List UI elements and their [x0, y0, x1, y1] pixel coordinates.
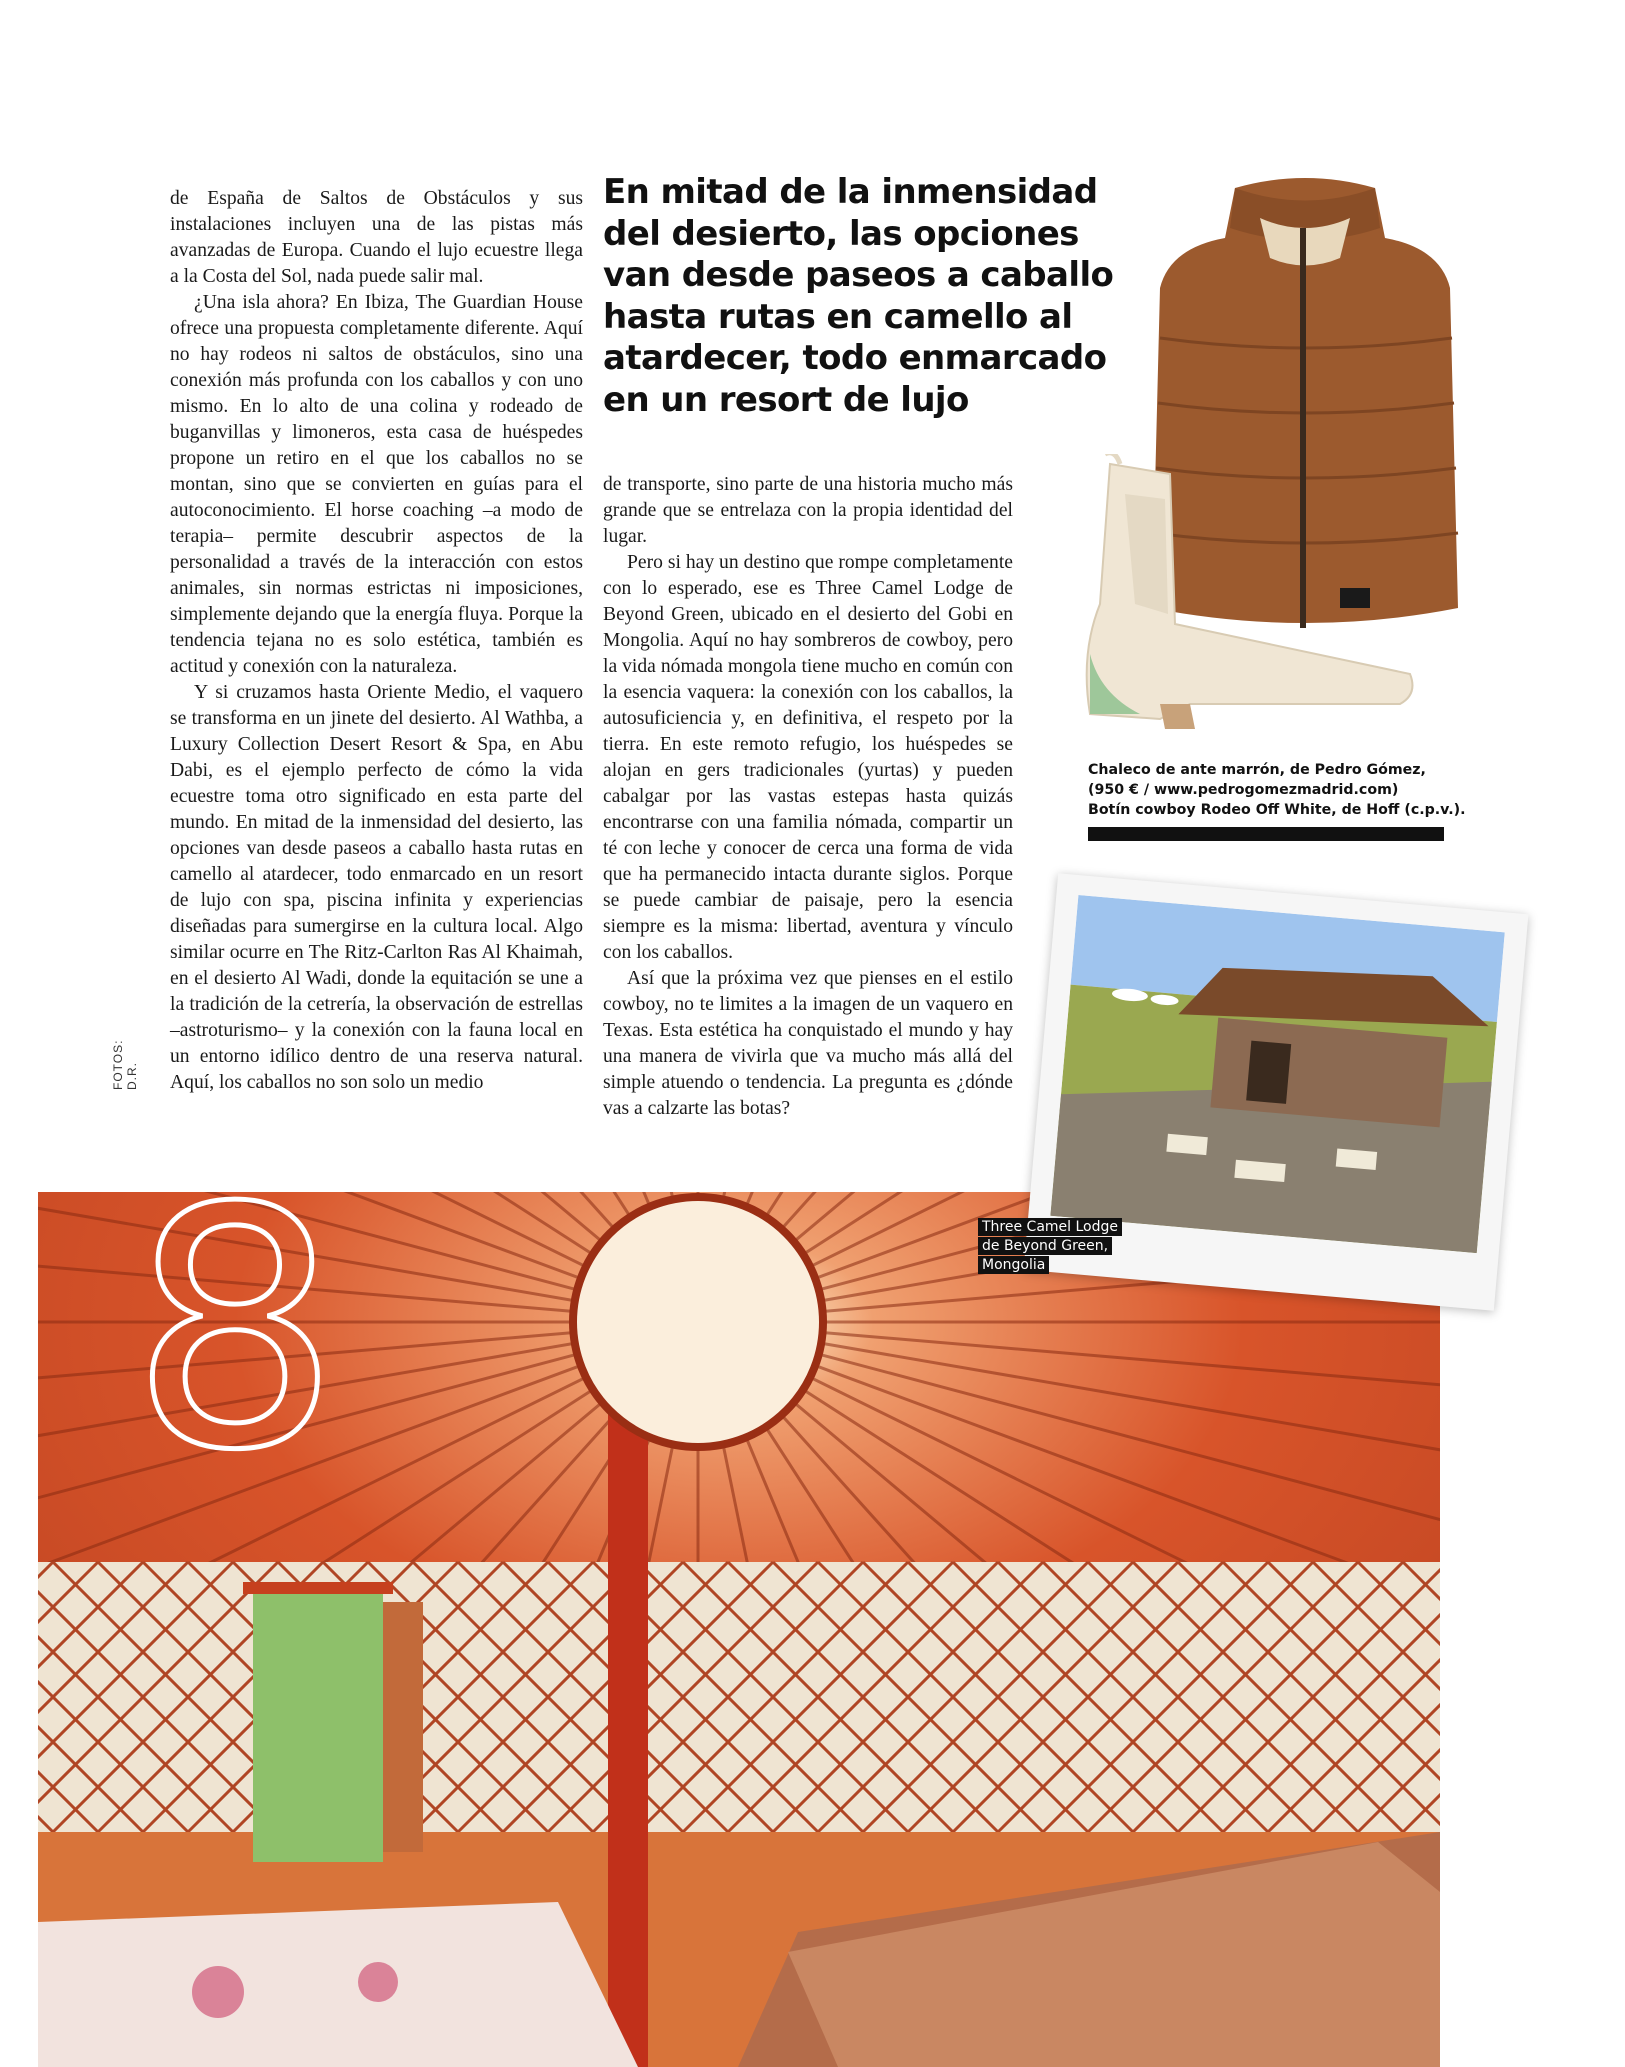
article-column-2: [603, 472, 1013, 1122]
photo-credit: FOTOS: D.R.: [111, 1039, 139, 1090]
boot-image: [1080, 454, 1420, 734]
product-caption: [1088, 760, 1468, 820]
paragraph: Así que la próxima vez que pienses en el estilo cowboy, no te limites a la imagen de un vaquero en Texas. Esta estética ha conquistado el mundo y hay una manera de vivirla que va mucho más allá del simple atuendo o tendencia. La pregunta es ¿dónde vas a calzarte las botas?: [603, 968, 1013, 1119]
photo-caption: [978, 1218, 1120, 1275]
paragraph: de transporte, sino parte de una historia mucho más grande que se entrelaza con la propia identidad del lugar.: [603, 474, 1013, 547]
article-column-1: [170, 186, 583, 1096]
caption-line: (950 € / www.pedrogomezmadrid.com): [1088, 782, 1399, 798]
caption-line: Botín cowboy Rodeo Off White, de Hoff (c.p.v.).: [1088, 802, 1466, 818]
caption-line: Chaleco de ante marrón, de Pedro Gómez,: [1088, 762, 1426, 778]
paragraph: Y si cruzamos hasta Oriente Medio, el vaquero se transforma en un jinete del desierto. Al Wathba, a Luxury Collection Desert Resort & Spa, en Abu Dabi, es el ejemplo perfecto de cómo la vida ecuestre toma otro significado en esta parte del mundo. En mitad de la inmensidad del desierto, las opciones van desde paseos a caballo hasta rutas en camello al atardecer, todo enmarcado en un resort de lujo con spa, piscina infinita y experiencias diseñadas para sumergirse en la cultura local. Algo similar ocurre en The Ritz-Carlton Ras Al Khaimah, en el desierto Al Wadi, donde la equitación se une a la tradición de la cetrería, la observación de estrellas –astroturismo– y la conexión con la fauna local en un entorno idílico dentro de una reserva natural. Aquí, los caballos no son solo un medio: [170, 682, 583, 1093]
paragraph: de España de Saltos de Obstáculos y sus instalaciones incluyen una de las pistas más avanzadas de Europa. Cuando el lujo ecuestre llega a la Costa del Sol, nada puede salir mal.: [170, 188, 583, 287]
photo-caption-text: Three Camel Lodge de Beyond Green, Mongolia: [978, 1218, 1122, 1274]
pull-quote: En mitad de la inmensidad del desierto, las opciones van desde paseos a caballo hasta rutas en camello al atardecer, todo enmarcado en un resort de lujo: [603, 172, 1114, 420]
paragraph: ¿Una isla ahora? En Ibiza, The Guardian House ofrece una propuesta completamente diferente. Aquí no hay rodeos ni saltos de obstáculos, sino una conexión más profunda con los caballos y con uno mismo. En lo alto de una colina y rodeado de buganvillas y limoneros, esta casa de huéspedes propone un retiro en el que los caballos no se montan, sino que se convierten en guías para el autoconocimiento. El horse coaching –a modo de terapia– permite descubrir aspectos de la personalidad a través de la interacción con estos animales, sin normas estrictas ni imposiciones, simplemente dejando que la energía fluya. Porque la tendencia tejana no es solo estética, también es actitud y conexión con la naturaleza.: [170, 292, 583, 677]
page-number: 8: [130, 1138, 340, 1522]
lodge-photo: [1050, 895, 1504, 1253]
paragraph: Pero si hay un destino que rompe completamente con lo esperado, ese es Three Camel Lodge de Beyond Green, ubicado en el desierto del Gobi en Mongolia. Aquí no hay sombreros de cowboy, pero la vida nómada mongola tiene mucho en común con la esencia vaquera: la conexión con los caballos, la autosuficiencia y, en definitiva, el respeto por la tierra. En este remoto refugio, los huéspedes se alojan en gers tradicionales (yurtas) y pueden cabalgar por las vastas estepas hasta quizás encontrarse con una familia nómada, compartir un té con leche y conocer de cerca una forma de vida que ha permanecido intacta durante siglos. Porque se puede cambiar de paisaje, pero la esencia siempre es la misma: libertad, aventura y vínculo con los caballos.: [603, 552, 1013, 963]
caption-bar: [1088, 827, 1444, 841]
